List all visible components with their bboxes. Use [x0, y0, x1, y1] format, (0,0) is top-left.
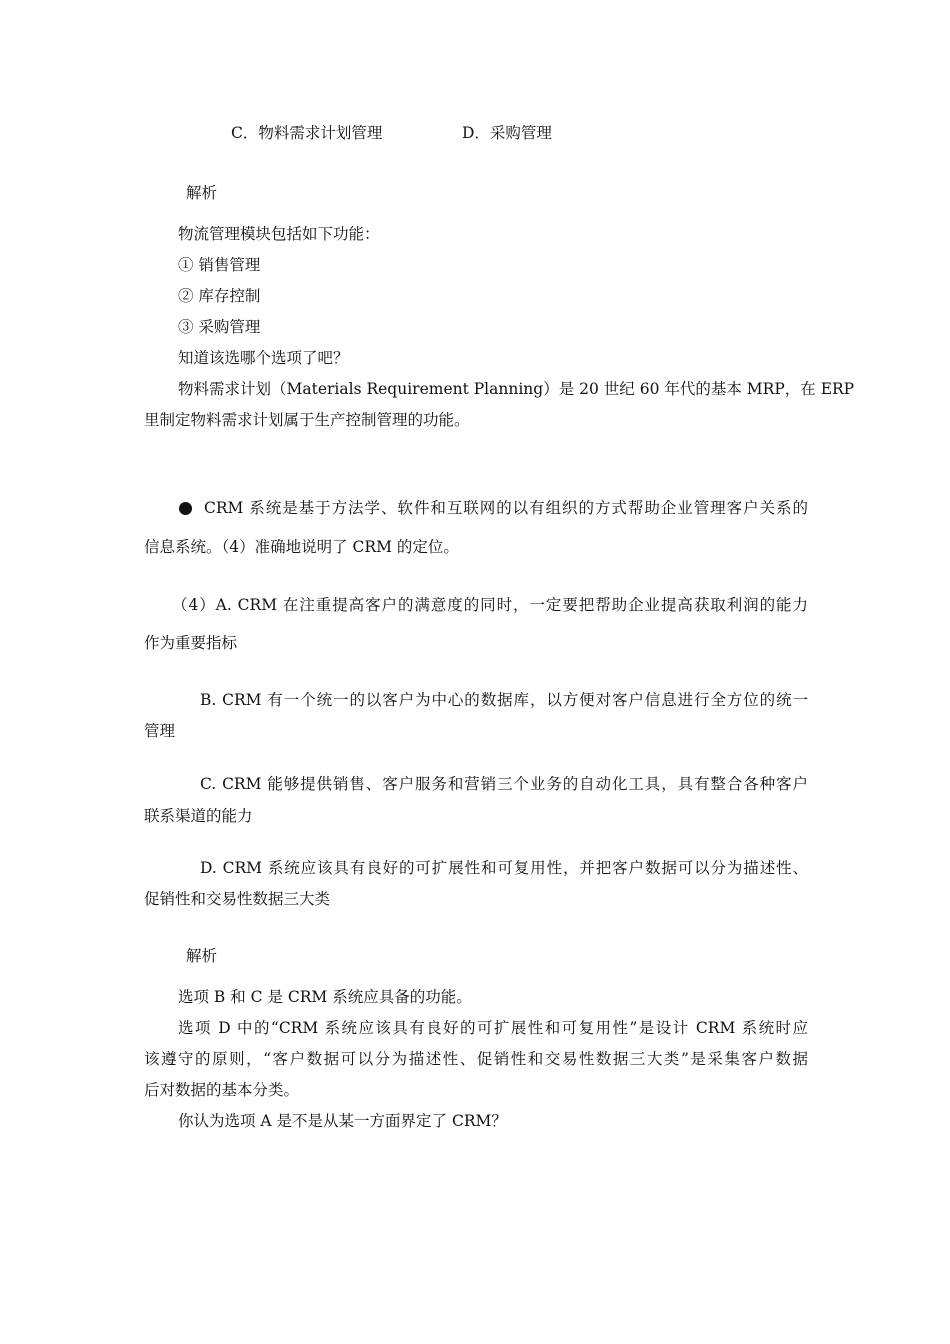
analysis-paragraph-line: 选项 D 中的“CRM 系统应该具有良好的可扩展性和可复用性”是设计 CRM 系统时应 [178, 1019, 808, 1037]
analysis-line: 选项 B 和 C 是 CRM 系统应具备的功能。 [178, 988, 472, 1006]
option-b-line: B. CRM 有一个统一的以客户为中心的数据库，以方便对客户信息进行全方位的统一 [200, 691, 808, 709]
option-d-top: D．采购管理 [462, 124, 552, 142]
analysis-paragraph-line: 后对数据的基本分类。 [144, 1081, 300, 1099]
option-a-line: 作为重要指标 [144, 634, 238, 652]
analysis-paragraph-line: 该遵守的原则，“客户数据可以分为描述性、促销性和交易性数据三大类”是采集客户数据 [144, 1050, 808, 1068]
option-b-line: 管理 [144, 722, 176, 740]
analysis-heading: 解析 [186, 947, 218, 965]
list-item: ③ 采购管理 [178, 318, 261, 336]
question-stem-line: CRM 系统是基于方法学、软件和互联网的以有组织的方式帮助企业管理客户关系的 [204, 499, 808, 517]
mrp-paragraph-line: 物料需求计划（Materials Requirement Planning）是 20 世纪 60 年代的基本 MRP，在 ERP [178, 380, 855, 398]
list-item: ① 销售管理 [178, 256, 261, 274]
option-d-line: D. CRM 系统应该具有良好的可扩展性和可复用性，并把客户数据可以分为描述性、 [200, 859, 808, 877]
question-stem-line: 信息系统。（4）准确地说明了 CRM 的定位。 [144, 538, 459, 556]
option-c-top: C．物料需求计划管理 [231, 124, 383, 142]
analysis-heading: 解析 [186, 184, 218, 202]
bullet-icon [179, 502, 192, 515]
analysis-intro: 物流管理模块包括如下功能： [178, 225, 380, 243]
list-item: ② 库存控制 [178, 287, 261, 305]
analysis-closing: 你认为选项 A 是不是从某一方面界定了 CRM？ [178, 1112, 507, 1130]
option-d-line: 促销性和交易性数据三大类 [144, 890, 331, 908]
option-c-line: 联系渠道的能力 [144, 807, 253, 825]
option-a-line: （4）A. CRM 在注重提高客户的满意度的同时，一定要把帮助企业提高获取利润的能力 [172, 596, 808, 614]
analysis-question: 知道该选哪个选项了吧？ [178, 349, 349, 367]
mrp-paragraph-line: 里制定物料需求计划属于生产控制管理的功能。 [144, 411, 470, 429]
option-c-line: C. CRM 能够提供销售、客户服务和营销三个业务的自动化工具，具有整合各种客户 [200, 775, 808, 793]
